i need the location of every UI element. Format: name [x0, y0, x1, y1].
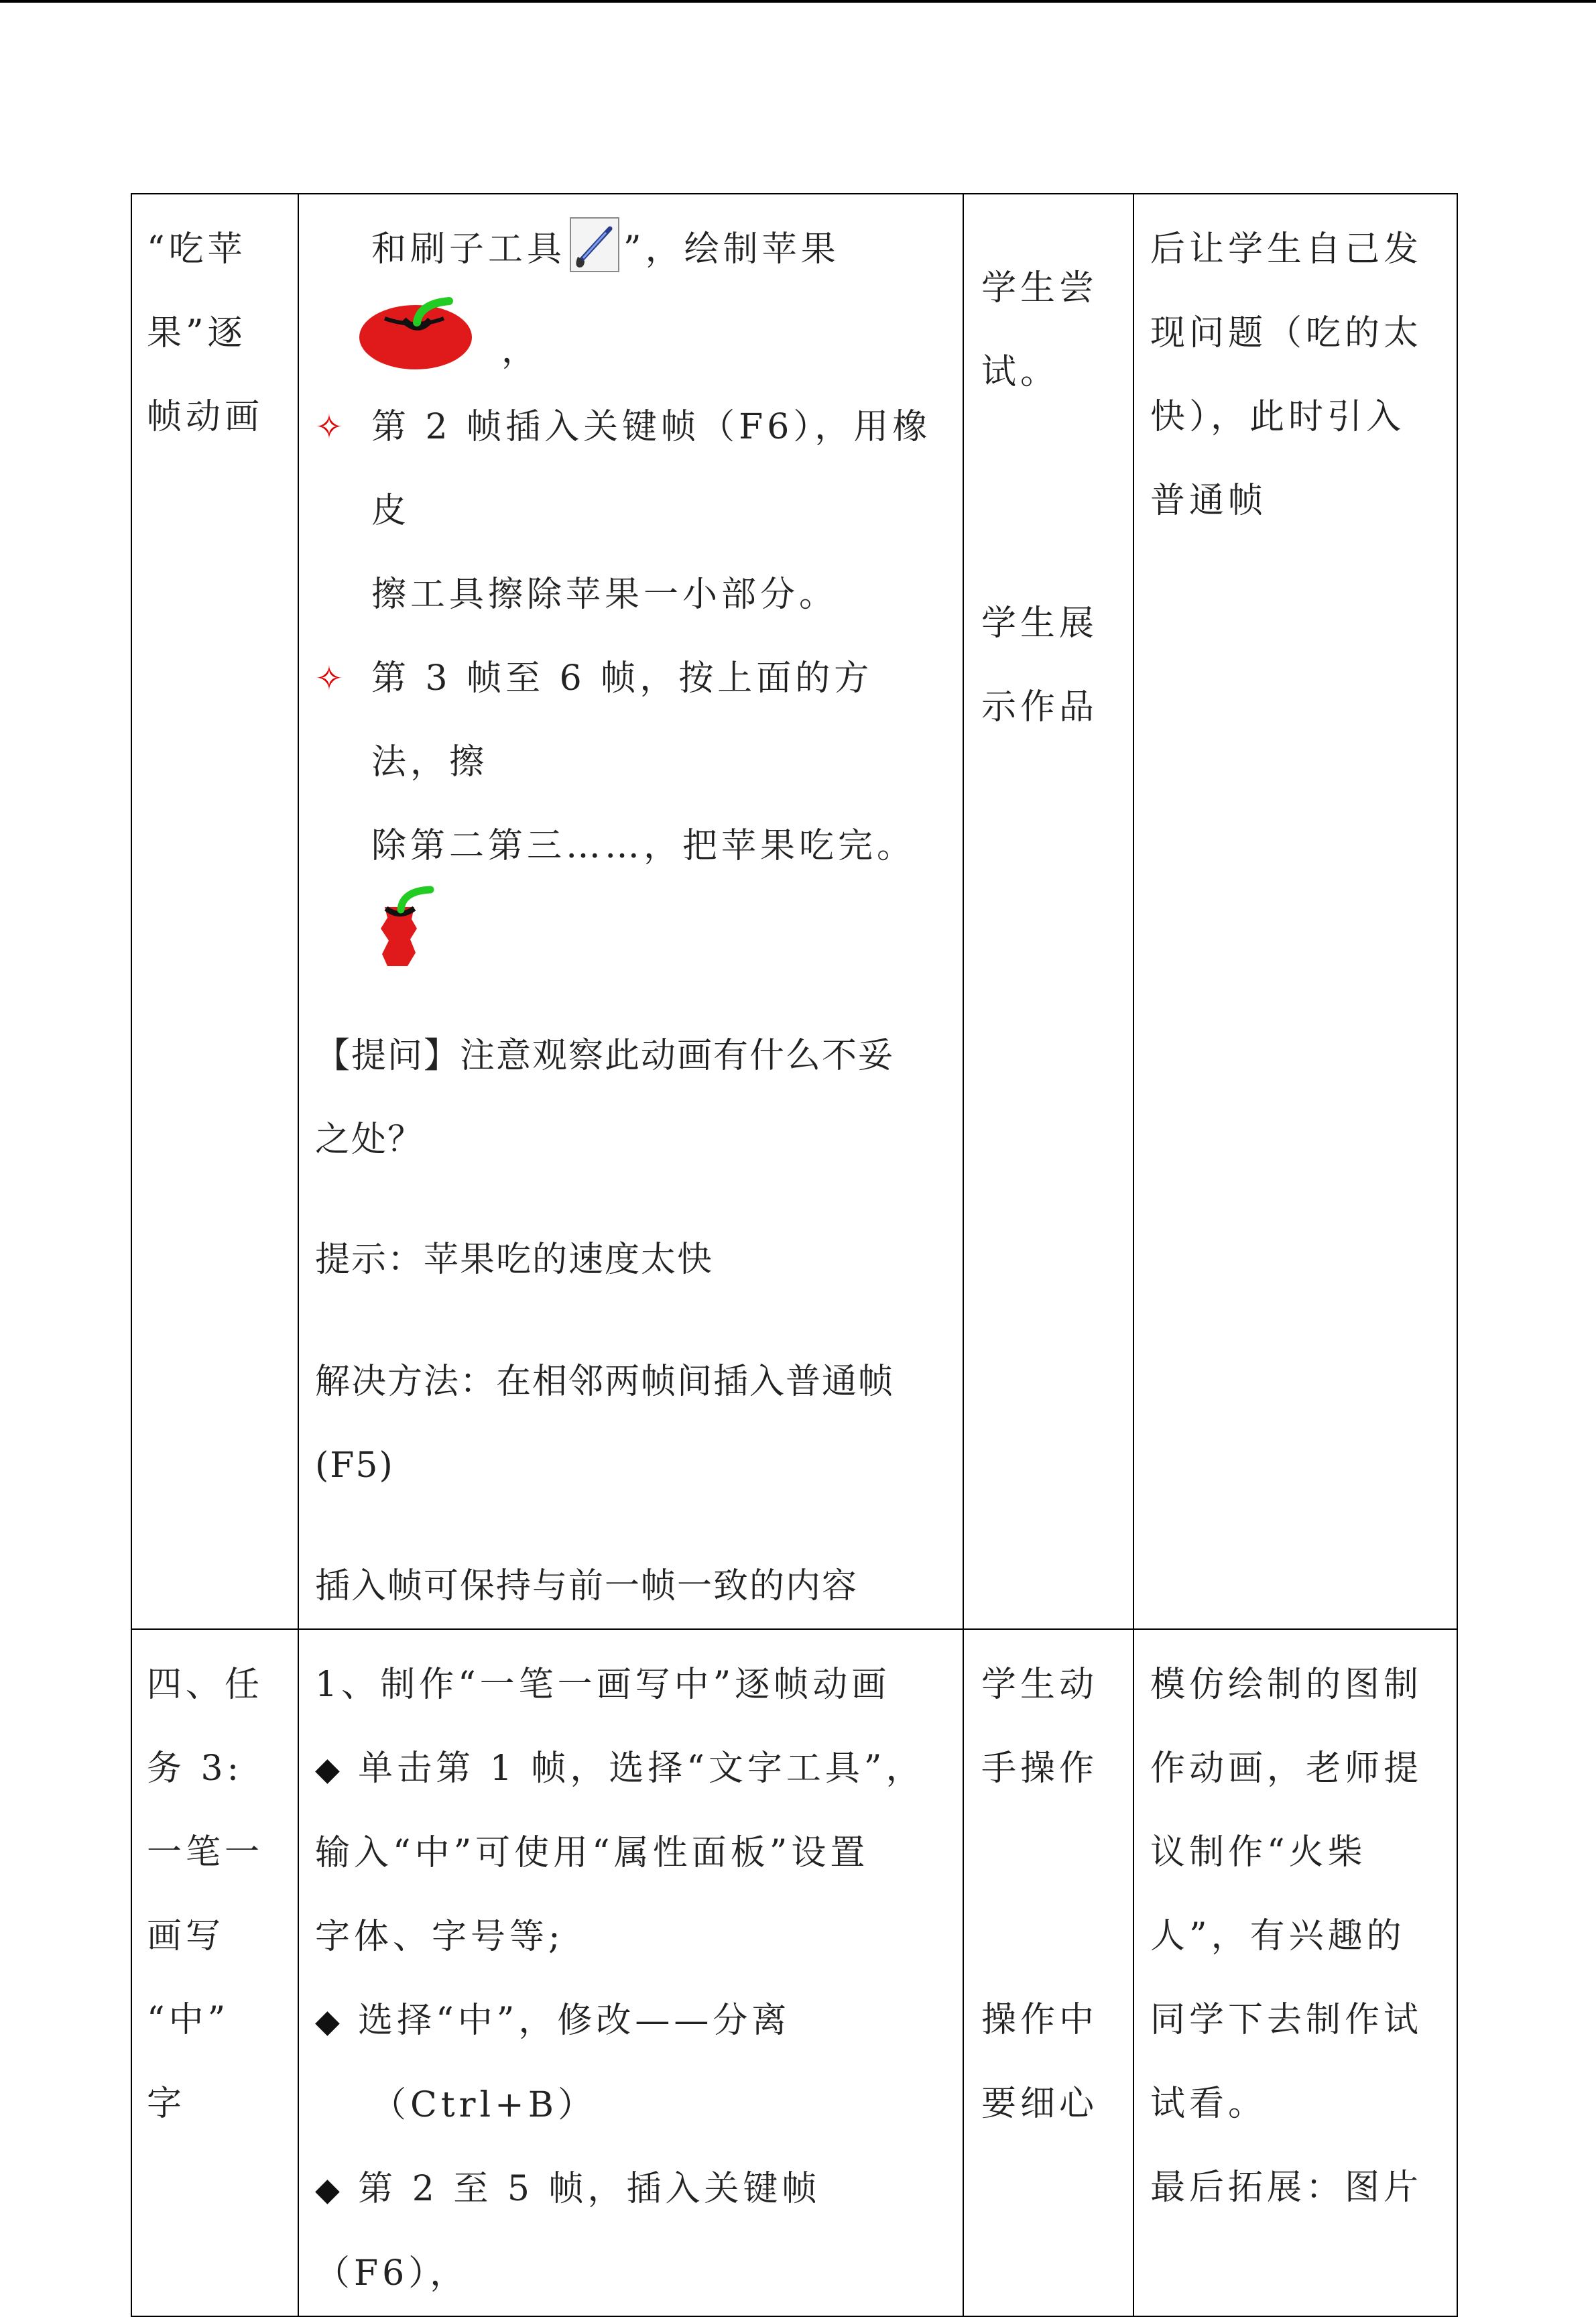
solution-line: 解决方法：在相邻两帧间插入普通帧: [315, 1362, 895, 1402]
apple-icon: [358, 296, 485, 376]
note-line: 插入帧可保持与前一帧一致的内容: [315, 1566, 859, 1606]
text-line: [981, 498, 1118, 582]
text-line: 学生动: [981, 1665, 1099, 1705]
text-line: 字体、字号等;: [315, 1917, 564, 1957]
section-title-line: 四、任: [147, 1665, 264, 1705]
text-line: 试看。: [1150, 2084, 1268, 2124]
hint-line: 提示：苹果吃的速度太快: [315, 1240, 714, 1280]
design-intent-cell: [1133, 1629, 1457, 2316]
section-title-line: 一笔一: [147, 1832, 264, 1873]
text-line: 示作品: [981, 687, 1099, 727]
brush-tool-line: [315, 208, 948, 292]
question-line: 【提问】注意观察此动画有什么不妥: [315, 1036, 895, 1076]
text-line: 擦工具擦除苹果一小部分。: [371, 575, 839, 615]
design-intent-cell: [1133, 194, 1457, 1629]
diamond-bullet-icon: ◆: [315, 2003, 359, 2040]
apple-line: [315, 292, 948, 385]
star-bullet-icon: ✧: [315, 659, 347, 698]
text-span: 选择“中”，修改——分离: [358, 2001, 791, 2041]
brush-tool-icon: [570, 217, 619, 272]
text-line: 模仿绘制的图制: [1150, 1665, 1423, 1705]
section-title-line: 字: [147, 2084, 186, 2124]
content-cell: [298, 194, 963, 1629]
text-line: 快），此时引入: [1150, 397, 1406, 437]
list-item: [315, 1979, 948, 2064]
text-line: （Ctrl+B）: [371, 2085, 597, 2125]
section-title-line: 帧动画: [147, 397, 264, 437]
text-line: 学生展: [981, 603, 1099, 644]
list-item: [315, 1727, 948, 1811]
text-line: 第 3 帧至 6 帧，按上面的方法，擦: [371, 658, 873, 782]
text-span: 和刷子工具: [371, 229, 566, 270]
text-line: 学生尝: [981, 268, 1099, 308]
table-row: [131, 1629, 1457, 2316]
question-line: 之处？: [315, 1120, 424, 1160]
text-line: [981, 414, 1118, 498]
diamond-bullet-icon: ◆: [315, 2171, 359, 2208]
text-line: 现问题（吃的太: [1150, 313, 1423, 353]
eaten-apple-line: [315, 888, 948, 996]
section-title-line: 画写: [147, 1916, 225, 1956]
section-title-line: 果”逐: [147, 313, 247, 353]
content-cell: [298, 1629, 963, 2316]
section-cell: [131, 194, 298, 1629]
text-line: 普通帧: [1150, 481, 1268, 521]
student-activity-cell: [963, 194, 1133, 1629]
solution-line: (F5): [315, 1445, 394, 1486]
table-row: [131, 194, 1457, 1629]
text-line: 第 2 帧插入关键帧（F6），用橡皮: [371, 407, 932, 531]
text-line: 最后拓展：图片: [1150, 2167, 1423, 2208]
text-line: 试。: [981, 352, 1060, 392]
text-span: 第 2 至 5 帧，插入关键帧（F6），: [315, 2169, 821, 2294]
page-top-border: [0, 0, 1596, 3]
eaten-apple-icon: [373, 884, 440, 971]
text-line: 同学下去制作试: [1150, 2000, 1423, 2040]
text-line: 操作中: [981, 2000, 1099, 2040]
student-activity-cell: [963, 1629, 1133, 2316]
section-title-line: “吃苹: [147, 229, 247, 270]
diamond-bullet-icon: ◆: [315, 1750, 359, 1788]
text-line: 除第二第三……，把苹果吃完。: [371, 826, 916, 866]
task-title: 1、制作“一笔一画写中”逐帧动画: [315, 1665, 891, 1705]
section-cell: [131, 1629, 298, 2316]
text-line: 输入“中”可使用“属性面板”设置: [315, 1833, 869, 1873]
text-line: [981, 1811, 1118, 1978]
text-span: 单击第 1 帧，选择“文字工具”，: [358, 1748, 925, 1789]
list-item: [315, 385, 948, 637]
text-line: 作动画，老师提: [1150, 1748, 1423, 1789]
list-item: [315, 2147, 948, 2316]
lesson-plan-table: [131, 193, 1458, 2317]
list-item: [315, 637, 948, 888]
text-line: 手操作: [981, 1748, 1099, 1789]
text-line: 后让学生自己发: [1150, 229, 1423, 270]
text-line: 要细心: [981, 2084, 1099, 2124]
text-span: ”，绘制苹果: [623, 229, 840, 270]
text-line: 人”，有兴趣的: [1150, 1916, 1406, 1956]
text-line: 议制作“火柴: [1150, 1832, 1367, 1873]
text-span: ，: [501, 331, 541, 371]
section-title-line: “中”: [147, 2000, 230, 2040]
section-title-line: 务 3:: [147, 1748, 243, 1789]
star-bullet-icon: ✧: [315, 408, 347, 447]
